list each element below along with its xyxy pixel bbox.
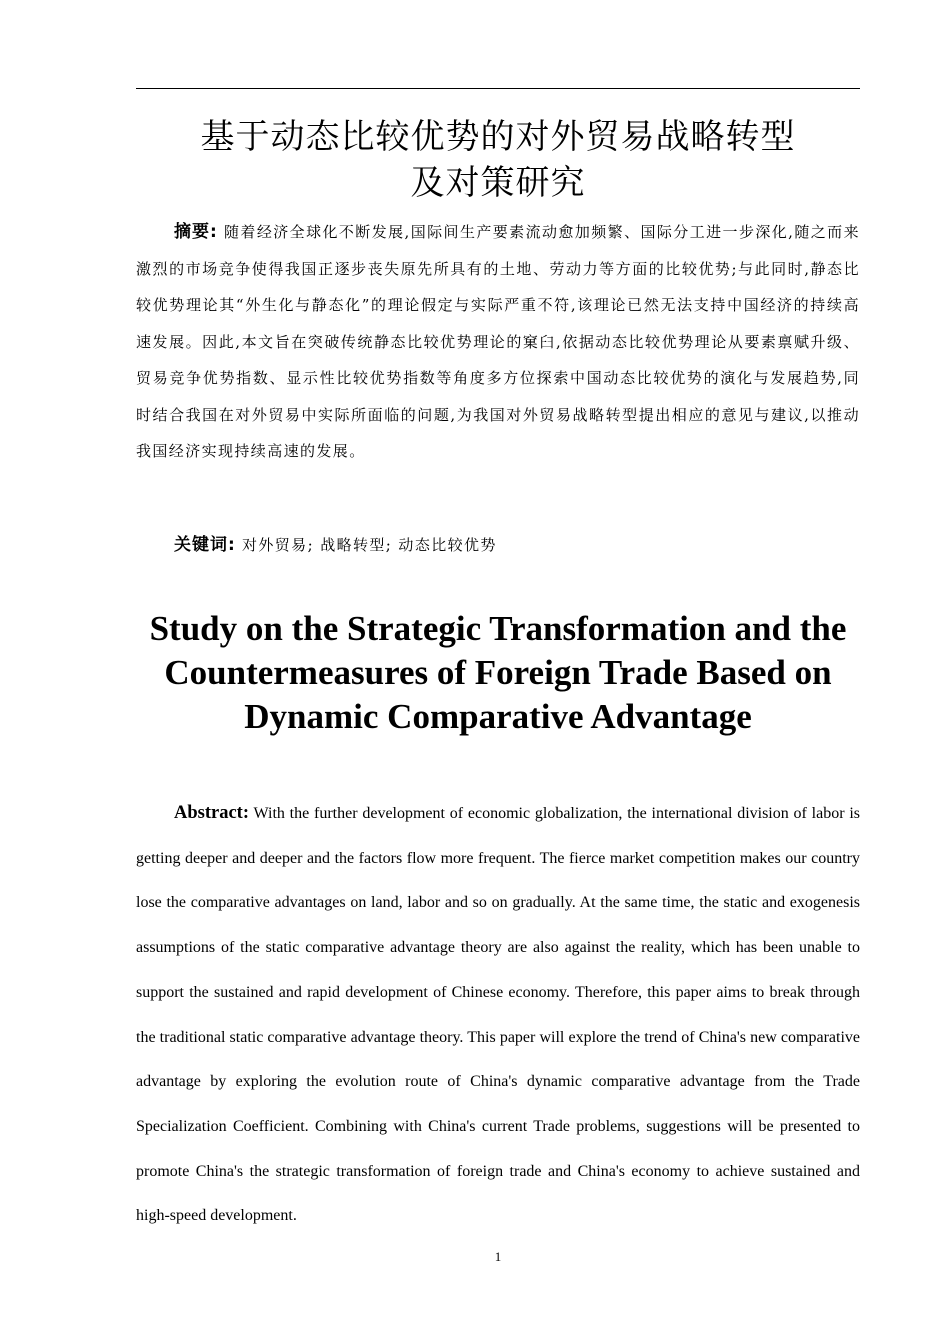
english-abstract-text: With the further development of economic globalization, the international division of labor is getting deeper and deeper and the factors flow more frequent. The fierce market competition makes our country lose the comparative advantages on land, labor and so on gradually. At the same time, the static and exogenesis assumptions of the static comparative advantage theory are also against the reality, which has been unable to support the sustained and rapid development of Chinese economy. Therefore, this paper aims to break through the traditional static comparative advantage theory. This paper will explore the trend of China's new comparative advantage by exploring the evolution route of China's dynamic comparative advantage from the Trade Specialization Coefficient. Combining with China's current Trade problems, suggestions will be presented to promote China's the strategic transformation of foreign trade and China's economy to achieve sustained and high-speed development. bbox=[136, 805, 861, 1225]
chinese-abstract-text: 随着经济全球化不断发展,国际间生产要素流动愈加频繁、国际分工进一步深化,随之而来激烈的市场竞争使得我国正逐步丧失原先所具有的土地、劳动力等方面的比较优势;与此同时,静态比较优势理论其“外生化与静态化”的理论假定与实际严重不符,该理论已然无法支持中国经济的持续高速发展。因此,本文旨在突破传统静态比较优势理论的窠臼,依据动态比较优势理论从要素禀赋升级、贸易竞争优势指数、显示性比较优势指数等角度多方位探索中国动态比较优势的演化与发展趋势,同时结合我国在对外贸易中实际所面临的问题,为我国对外贸易战略转型提出相应的意见与建议,以推动我国经济实现持续高速的发展。 bbox=[136, 223, 860, 460]
chinese-keywords-label: 关键词: bbox=[174, 535, 236, 555]
english-title-line-3: Dynamic Comparative Advantage bbox=[244, 697, 752, 736]
english-title-line-1: Study on the Strategic Transformation and the bbox=[149, 609, 847, 648]
english-title bbox=[136, 607, 860, 739]
english-abstract bbox=[136, 791, 860, 1239]
page-number: 1 bbox=[494, 1249, 502, 1264]
chinese-abstract bbox=[136, 214, 860, 470]
chinese-keywords-text: 对外贸易; 战略转型; 动态比较优势 bbox=[241, 536, 497, 554]
chinese-title-line-2: 及对策研究 bbox=[410, 163, 586, 203]
chinese-title-line-1: 基于动态比较优势的对外贸易战略转型 bbox=[200, 117, 796, 157]
chinese-keywords bbox=[136, 527, 860, 563]
header-rule bbox=[136, 88, 860, 89]
english-title-line-2: Countermeasures of Foreign Trade Based on bbox=[164, 653, 832, 692]
english-abstract-label: Abstract: bbox=[174, 803, 250, 823]
chinese-title bbox=[136, 114, 860, 206]
chinese-abstract-label: 摘要: bbox=[174, 222, 218, 242]
